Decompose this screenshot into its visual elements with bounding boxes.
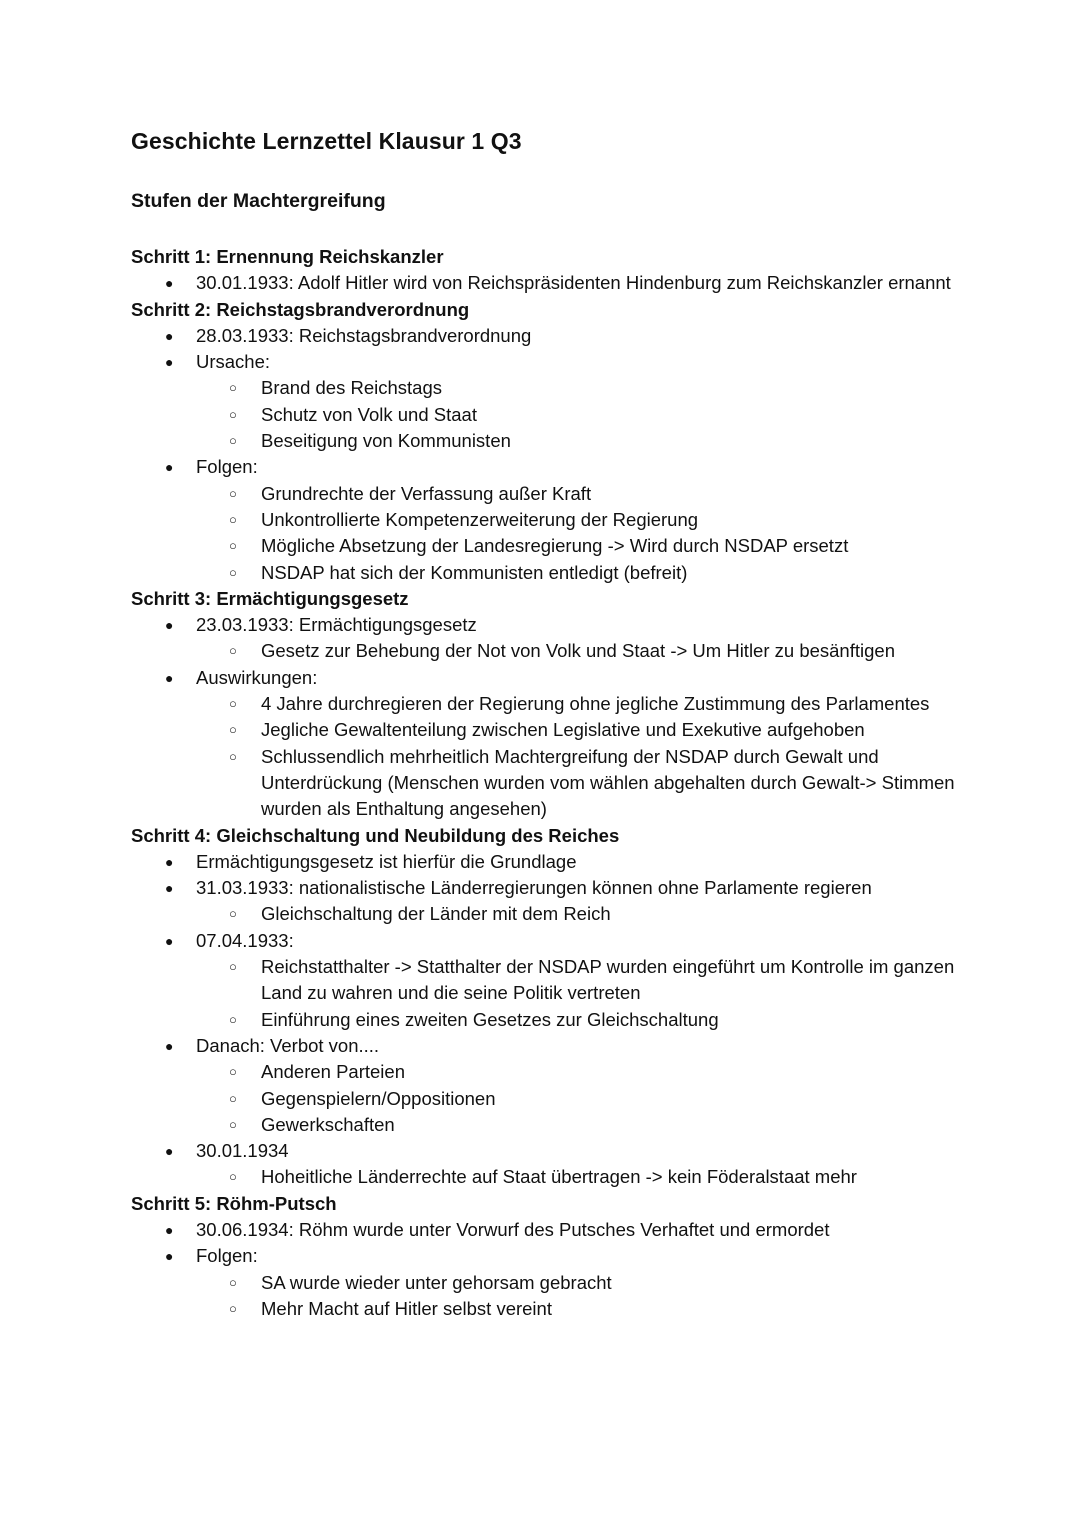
sub-list-item: ○ SA wurde wieder unter gehorsam gebracht [131,1270,961,1296]
step-heading: Schritt 5: Röhm-Putsch [131,1192,337,1214]
bullet-list [131,1217,961,1322]
document-body [131,244,961,1322]
sub-list-item: ○ Mehr Macht auf Hitler selbst vereint [131,1296,961,1322]
step-heading: Schritt 4: Gleichschaltung und Neubildung des Reiches [131,824,620,846]
sub-list-item: ○ Schlussendlich mehrheitlich Machtergreifung der NSDAP durch Gewalt und Unterdrückung (Menschen wurden vom wählen abgehalten durch Gewalt-> Stimmen wurden als Enthaltung angesehen) [131,744,961,823]
sub-list-item: ○ 4 Jahre durchregieren der Regierung ohne jegliche Zustimmung des Parlamentes [131,691,961,717]
sub-bullet-list [196,1164,961,1190]
sub-bullet-list [196,691,961,822]
sub-list-item: ○ Einführung eines zweiten Gesetzes zur Gleichschaltung [131,1007,961,1033]
list-item [131,612,961,665]
list-item-text: Ermächtigungsgesetz ist hierfür die Grundlage [196,850,577,872]
list-item [131,270,961,296]
list-item-text: Ursache: [196,351,271,373]
list-item-text: 28.03.1933: Reichstagsbrandverordnung [196,324,532,346]
sub-bullet-list [196,954,961,1033]
sub-list-item: ○ Jegliche Gewaltenteilung zwischen Legislative und Exekutive aufgehoben [131,717,961,743]
list-item-text: Auswirkungen: [196,666,318,688]
sub-list-item: ○ Grundrechte der Verfassung außer Kraft [131,481,961,507]
list-item [131,849,961,875]
step-heading: Schritt 2: Reichstagsbrandverordnung [131,298,470,320]
sub-list-item: ○ Gegenspielern/Oppositionen [131,1086,961,1112]
sub-list-item: ○ Gesetz zur Behebung der Not von Volk und Staat -> Um Hitler zu besänftigen [131,638,961,664]
sub-list-item: ○ Gleichschaltung der Länder mit dem Reich [131,901,961,927]
sub-list-item: ○ NSDAP hat sich der Kommunisten entledigt (befreit) [131,560,961,586]
sub-bullet-list [196,1270,961,1323]
sub-list-item: ○ Gewerkschaften [131,1112,961,1138]
list-item-text: Folgen: [196,456,258,478]
list-item [131,323,961,349]
bullet-list [131,612,961,822]
sub-list-item: ○ Mögliche Absetzung der Landesregierung -> Wird durch NSDAP ersetzt [131,533,961,559]
list-item-text: Danach: Verbot von.... [196,1034,380,1056]
bullet-list [131,849,961,1191]
sub-bullet-list [196,375,961,454]
sub-bullet-list [196,1059,961,1138]
list-item [131,665,961,823]
document-title: Geschichte Lernzettel Klausur 1 Q3 [131,128,522,154]
list-item [131,875,961,928]
sub-bullet-list [196,901,961,927]
list-item-text: 31.03.1933: nationalistische Länderregierungen können ohne Parlamente regieren [196,877,872,899]
list-item [131,1033,961,1138]
list-item-text: 23.03.1933: Ermächtigungsgesetz [196,614,477,636]
sub-list-item: ○ Schutz von Volk und Staat [131,402,961,428]
sub-list-item: ○ Brand des Reichstags [131,375,961,401]
step-heading: Schritt 1: Ernennung Reichskanzler [131,246,444,267]
list-item-text: 30.01.1933: Adolf Hitler wird von Reichspräsidenten Hindenburg zum Reichskanzler ernannt [196,272,951,294]
list-item-text: 30.01.1934 [196,1140,289,1162]
list-item [131,349,961,454]
sub-list-item: ○ Unkontrollierte Kompetenzerweiterung der Regierung [131,507,961,533]
sub-list-item: ○ Reichstatthalter -> Statthalter der NSDAP wurden eingeführt um Kontrolle im ganzen Land zu wahren und die seine Politik vertreten [131,954,961,1007]
list-item [131,1217,961,1243]
sub-bullet-list [196,638,961,664]
sub-list-item: ○ Beseitigung von Kommunisten [131,428,961,454]
list-item [131,1138,961,1191]
step-heading: Schritt 3: Ermächtigungsgesetz [131,587,409,609]
list-item [131,928,961,1033]
list-item-text: Folgen: [196,1245,258,1267]
bullet-list [131,323,961,586]
bullet-list [131,270,961,296]
list-item-text: 07.04.1933: [196,929,294,951]
sub-list-item: ○ Hoheitliche Länderrechte auf Staat übertragen -> kein Föderalstaat mehr [131,1164,961,1190]
section-heading: Stufen der Machtergreifung [131,190,386,212]
sub-bullet-list [196,481,961,586]
sub-list-item: ○ Anderen Parteien [131,1059,961,1085]
list-item [131,454,961,585]
list-item-text: 30.06.1934: Röhm wurde unter Vorwurf des Putsches Verhaftet und ermordet [196,1218,830,1240]
list-item [131,1243,961,1322]
